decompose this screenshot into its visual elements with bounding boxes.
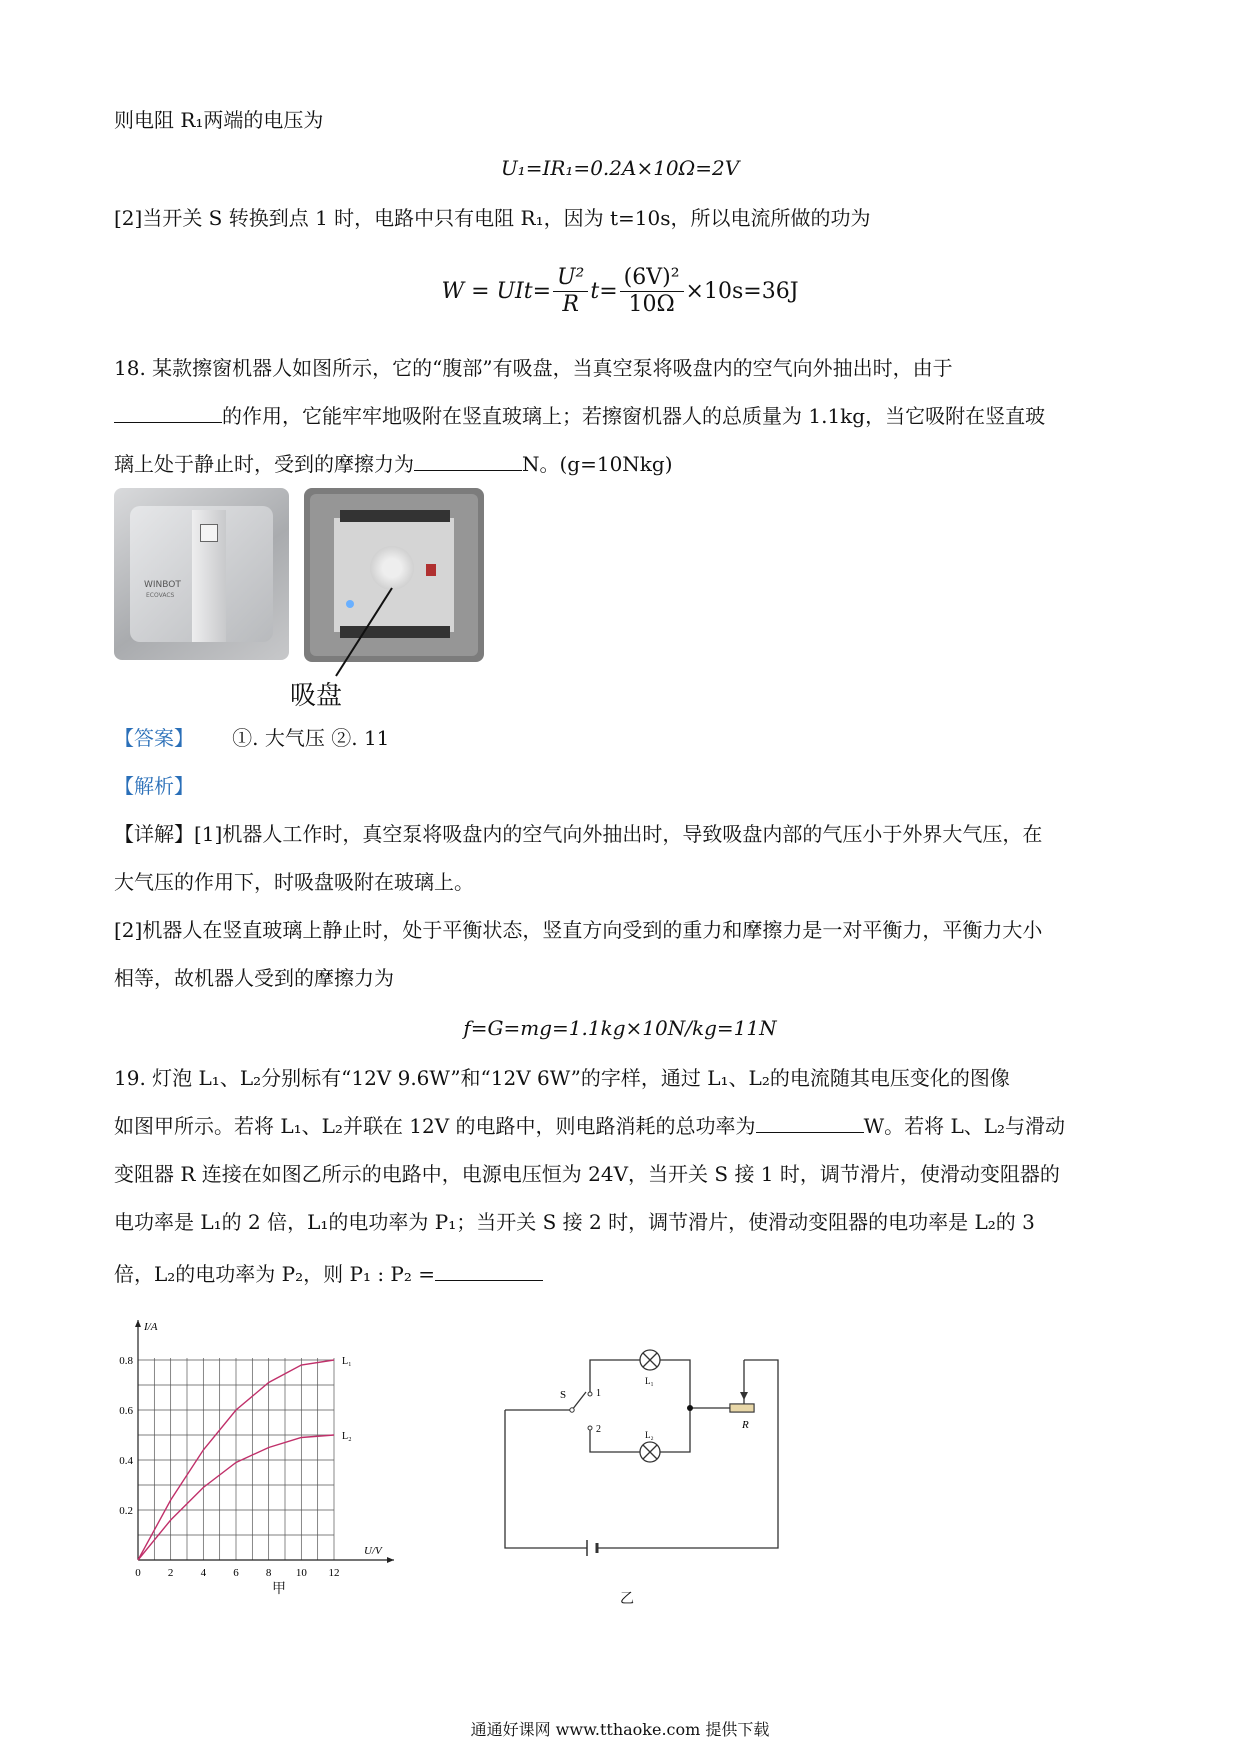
answer-text: ①. 大气压 ②. 11 (232, 726, 390, 750)
equation: U₁=IR₁=0.2A×10Ω=2V (500, 156, 740, 180)
analysis-tag: 【解析】 (114, 774, 194, 798)
text: N。(g=10Nkg) (522, 452, 673, 476)
brand-sub-label: ECOVACS (146, 592, 175, 599)
y-tick-label: 0.6 (119, 1405, 133, 1417)
brand-label: WINBOT (144, 580, 181, 590)
x-tick-label: 2 (167, 1567, 174, 1579)
x-tick-label: 4 (200, 1567, 207, 1579)
fraction-den: R (562, 291, 579, 317)
answer-blank (756, 1114, 864, 1133)
x-tick-label: 8 (265, 1567, 272, 1579)
fraction-den: 10Ω (628, 291, 675, 317)
y-axis-label: I/A (144, 1321, 158, 1333)
text: 璃上处于静止时，受到的摩擦力为 (114, 452, 414, 476)
lamp-l2-cross (643, 1445, 657, 1459)
wire (660, 1360, 690, 1452)
series-label: L₁ (342, 1356, 352, 1367)
question-19-line (114, 1112, 1065, 1140)
text: 倍，L₂的电功率为 P₂，则 P₁ : P₂ = (114, 1262, 436, 1286)
y-tick-label: 0.4 (119, 1455, 133, 1467)
y-tick-label: 0.8 (119, 1355, 133, 1367)
text: 如图甲所示。若将 L₁、L₂并联在 12V 的电路中，则电路消耗的总功率为 (114, 1114, 756, 1138)
question-19-line: 19. 灯泡 L₁、L₂分别标有“12V 9.6W”和“12V 6W”的字样，通过 L₁、L₂的电流随其电压变化的图像 (114, 1066, 1010, 1090)
detail-line: 相等，故机器人受到的摩擦力为 (114, 966, 394, 990)
x-tick-label: 10 (295, 1567, 307, 1579)
contact-1 (588, 1392, 592, 1396)
detail-line: [2]机器人在竖直玻璃上静止时，处于平衡状态，竖直方向受到的重力和摩擦力是一对平衡力，平衡力大小 (114, 918, 1043, 942)
x-axis-label: U/V (364, 1545, 382, 1557)
rheostat-body (730, 1404, 754, 1412)
circuit-diagram (500, 1340, 800, 1580)
x-tick-label: 6 (233, 1567, 239, 1579)
detail-line: 大气压的作用下，时吸盘吸附在玻璃上。 (114, 870, 474, 894)
contact-2-label: 2 (596, 1424, 601, 1435)
text-line: 则电阻 R₁两端的电压为 (114, 108, 324, 132)
equation: f=G=mg=1.1kg×10N/kg=11N (463, 1016, 777, 1040)
wire (597, 1360, 778, 1548)
switch-lever (572, 1392, 586, 1410)
contact-2 (588, 1426, 592, 1430)
text: W。若将 L、L₂与滑动 (863, 1114, 1066, 1138)
series-label: L₂ (342, 1431, 352, 1442)
text-line: [2]当开关 S 转换到点 1 时，电路中只有电阻 R₁，因为 t=10s，所以电流所做的功为 (114, 206, 871, 230)
lamp-l1-label: L₁ (645, 1376, 654, 1386)
x-tick-label: 0 (135, 1567, 141, 1579)
question-19-line: 变阻器 R 连接在如图乙所示的电路中，电源电压恒为 24V，当开关 S 接 1 时，调节滑片，使滑动变阻器的 (114, 1162, 1060, 1186)
formula-mid: t= (590, 278, 618, 304)
lamp-l2-label: L₂ (645, 1430, 654, 1440)
question-19-line (114, 1260, 543, 1288)
formula-left: W = UIt= (441, 278, 552, 304)
answer-blank (435, 1262, 543, 1281)
question-18-line: 18. 某款擦窗机器人如图所示，它的“腹部”有吸盘，当真空泵将吸盘内的空气向外抽出时，由于 (114, 356, 953, 380)
formula-right: ×10s=36J (685, 278, 799, 304)
contact-1-label: 1 (596, 1388, 601, 1399)
answer-tag: 【答案】 (114, 726, 194, 750)
slider-icon (740, 1392, 748, 1400)
chart-caption: 甲 (272, 1581, 286, 1597)
fraction-num: (6V)² (620, 265, 684, 292)
y-tick-label: 0.2 (119, 1505, 133, 1517)
y-axis-arrow (135, 1320, 141, 1327)
footer: 通通好课网 www.tthaoke.com 提供下载 (470, 1720, 770, 1739)
junction-dot (687, 1405, 693, 1411)
detail-line: 【详解】[1]机器人工作时，真空泵将吸盘内的空气向外抽出时，导致吸盘内部的气压小于外界大气压，在 (114, 822, 1043, 846)
fraction-num: U² (553, 265, 588, 292)
answer-line (114, 724, 389, 752)
switch-label: S (560, 1389, 567, 1401)
x-axis-arrow (387, 1557, 394, 1563)
circuit-caption: 乙 (620, 1591, 634, 1607)
lamp-l1-cross (643, 1353, 657, 1367)
text: 的作用，它能牢牢地吸附在竖直玻璃上；若擦窗机器人的总质量为 1.1kg，当它吸附在竖直玻 (222, 404, 1046, 428)
rheostat-label: R (742, 1419, 749, 1431)
x-tick-label: 12 (328, 1567, 340, 1579)
analysis-tag-line (114, 772, 194, 800)
switch-pivot (570, 1408, 574, 1412)
iv-chart (110, 1320, 450, 1620)
wire (505, 1410, 587, 1548)
suction-cup-caption: 吸盘 (290, 681, 343, 711)
question-19-line: 电功率是 L₁的 2 倍，L₁的电功率为 P₁；当开关 S 接 2 时，调节滑片，使滑动变阻器的电功率是 L₂的 3 (114, 1210, 1035, 1234)
